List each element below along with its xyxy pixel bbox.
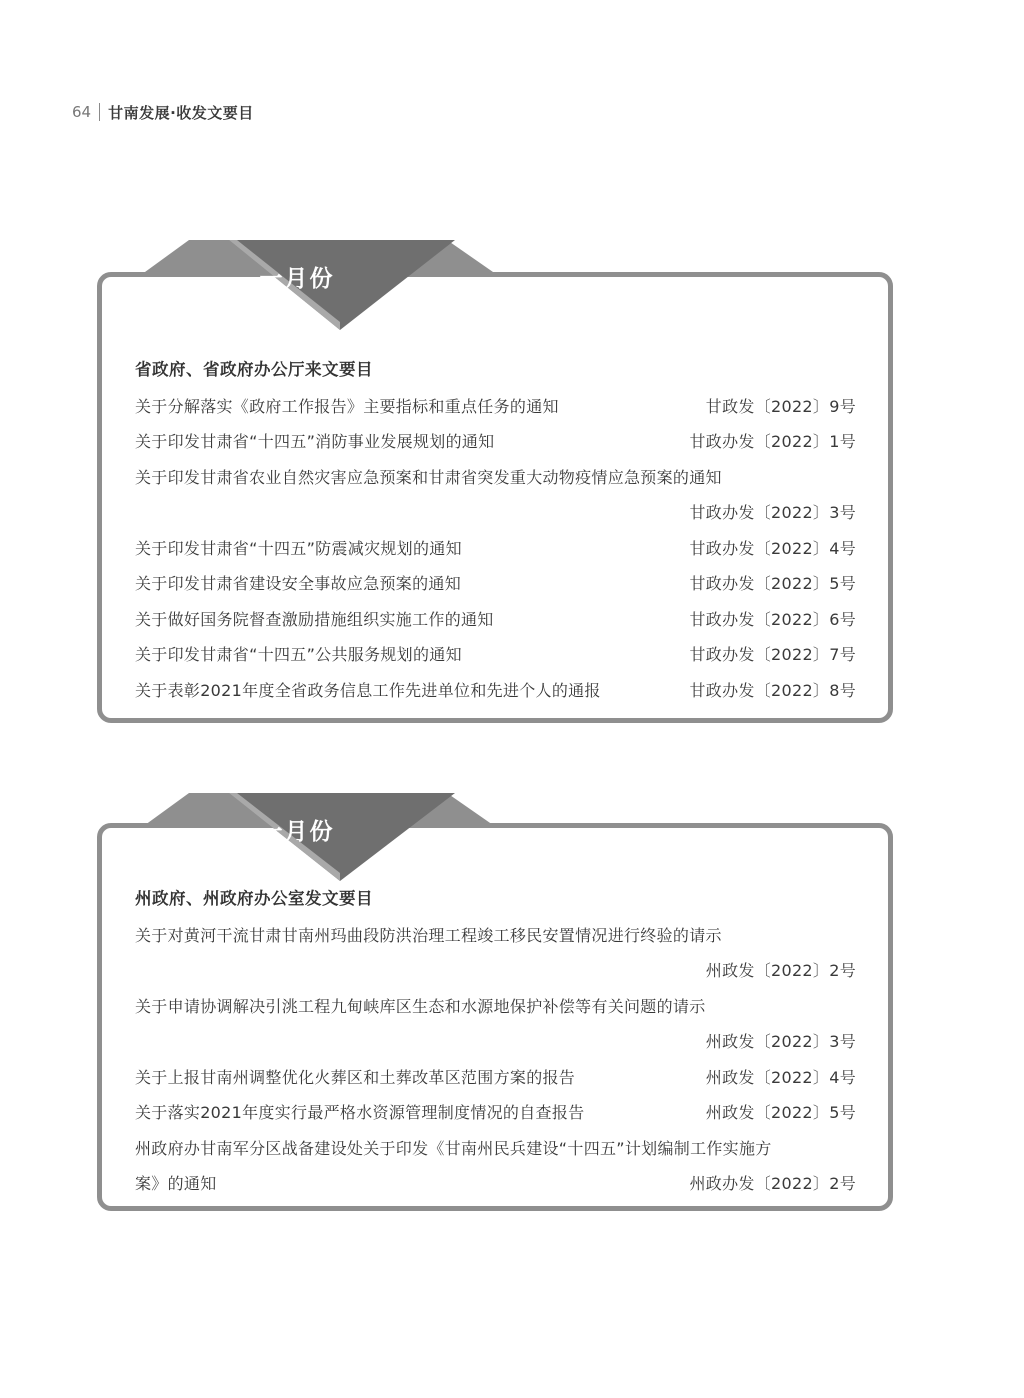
list-item [135, 988, 856, 1024]
running-title: 甘南发展·收发文要目 [108, 103, 254, 122]
list-item [135, 1059, 856, 1095]
list-item-continuation [135, 1165, 856, 1201]
document-number: 甘政办发〔2022〕8号 [689, 680, 856, 700]
document-title: 关于落实2021年度实行最严格水资源管理制度情况的自查报告 [135, 1103, 585, 1123]
list-item [135, 672, 856, 708]
document-number: 甘政办发〔2022〕1号 [689, 432, 856, 452]
list-item [135, 565, 856, 601]
list-item [135, 601, 856, 637]
document-title: 关于分解落实《政府工作报告》主要指标和重点任务的通知 [135, 396, 559, 416]
document-number: 甘政办发〔2022〕4号 [689, 538, 856, 558]
list-item [135, 1130, 856, 1166]
document-number: 州政发〔2022〕2号 [705, 961, 856, 981]
document-title: 关于印发甘肃省“十四五”防震减灾规划的通知 [135, 538, 462, 558]
document-title: 案》的通知 [135, 1174, 217, 1194]
document-title: 关于做好国务院督查激励措施组织实施工作的通知 [135, 609, 494, 629]
document-title: 州政府办甘南军分区战备建设处关于印发《甘南州民兵建设“十四五”计划编制工作实施方 [135, 1138, 772, 1158]
month-label: 一月份 [259, 265, 335, 292]
section-subheading: 省政府、省政府办公厅来文要目 [135, 360, 373, 379]
document-number: 州政发〔2022〕4号 [705, 1067, 856, 1087]
page-number: 64 [72, 103, 92, 121]
document-title: 关于印发甘肃省建设安全事故应急预案的通知 [135, 574, 462, 594]
document-title: 关于表彰2021年度全省政务信息工作先进单位和先进个人的通报 [135, 680, 601, 700]
list-item [135, 530, 856, 566]
document-number: 甘政发〔2022〕9号 [705, 396, 856, 416]
section-provincial-incoming [97, 240, 893, 723]
document-number: 州政办发〔2022〕2号 [689, 1174, 856, 1194]
entry-list [135, 881, 856, 1201]
list-item-continuation [135, 952, 856, 988]
list-item [135, 388, 856, 424]
month-label: 一月份 [259, 818, 335, 845]
document-number: 甘政办发〔2022〕6号 [689, 609, 856, 629]
section-prefecture-outgoing [97, 793, 893, 1211]
running-header [72, 100, 254, 124]
header-divider [99, 103, 100, 121]
document-number: 甘政办发〔2022〕3号 [689, 503, 856, 523]
document-number: 甘政办发〔2022〕7号 [689, 645, 856, 665]
list-item-continuation [135, 1023, 856, 1059]
list-item [135, 1094, 856, 1130]
list-item [135, 917, 856, 953]
list-item [135, 423, 856, 459]
section-subheading: 州政府、州政府办公室发文要目 [135, 889, 373, 908]
list-item [135, 636, 856, 672]
document-title: 关于印发甘肃省“十四五”消防事业发展规划的通知 [135, 432, 495, 452]
document-title: 关于印发甘肃省“十四五”公共服务规划的通知 [135, 645, 462, 665]
document-number: 甘政办发〔2022〕5号 [689, 574, 856, 594]
document-number: 州政发〔2022〕3号 [705, 1032, 856, 1052]
document-title: 关于申请协调解决引洮工程九甸峡库区生态和水源地保护补偿等有关问题的请示 [135, 996, 706, 1016]
document-number: 州政发〔2022〕5号 [705, 1103, 856, 1123]
list-item-continuation [135, 494, 856, 530]
list-item [135, 459, 856, 495]
document-title: 关于上报甘南州调整优化火葬区和土葬改革区范围方案的报告 [135, 1067, 576, 1087]
document-title: 关于对黄河干流甘肃甘南州玛曲段防洪治理工程竣工移民安置情况进行终验的请示 [135, 925, 722, 945]
entry-list [135, 352, 856, 707]
document-title: 关于印发甘肃省农业自然灾害应急预案和甘肃省突发重大动物疫情应急预案的通知 [135, 467, 722, 487]
